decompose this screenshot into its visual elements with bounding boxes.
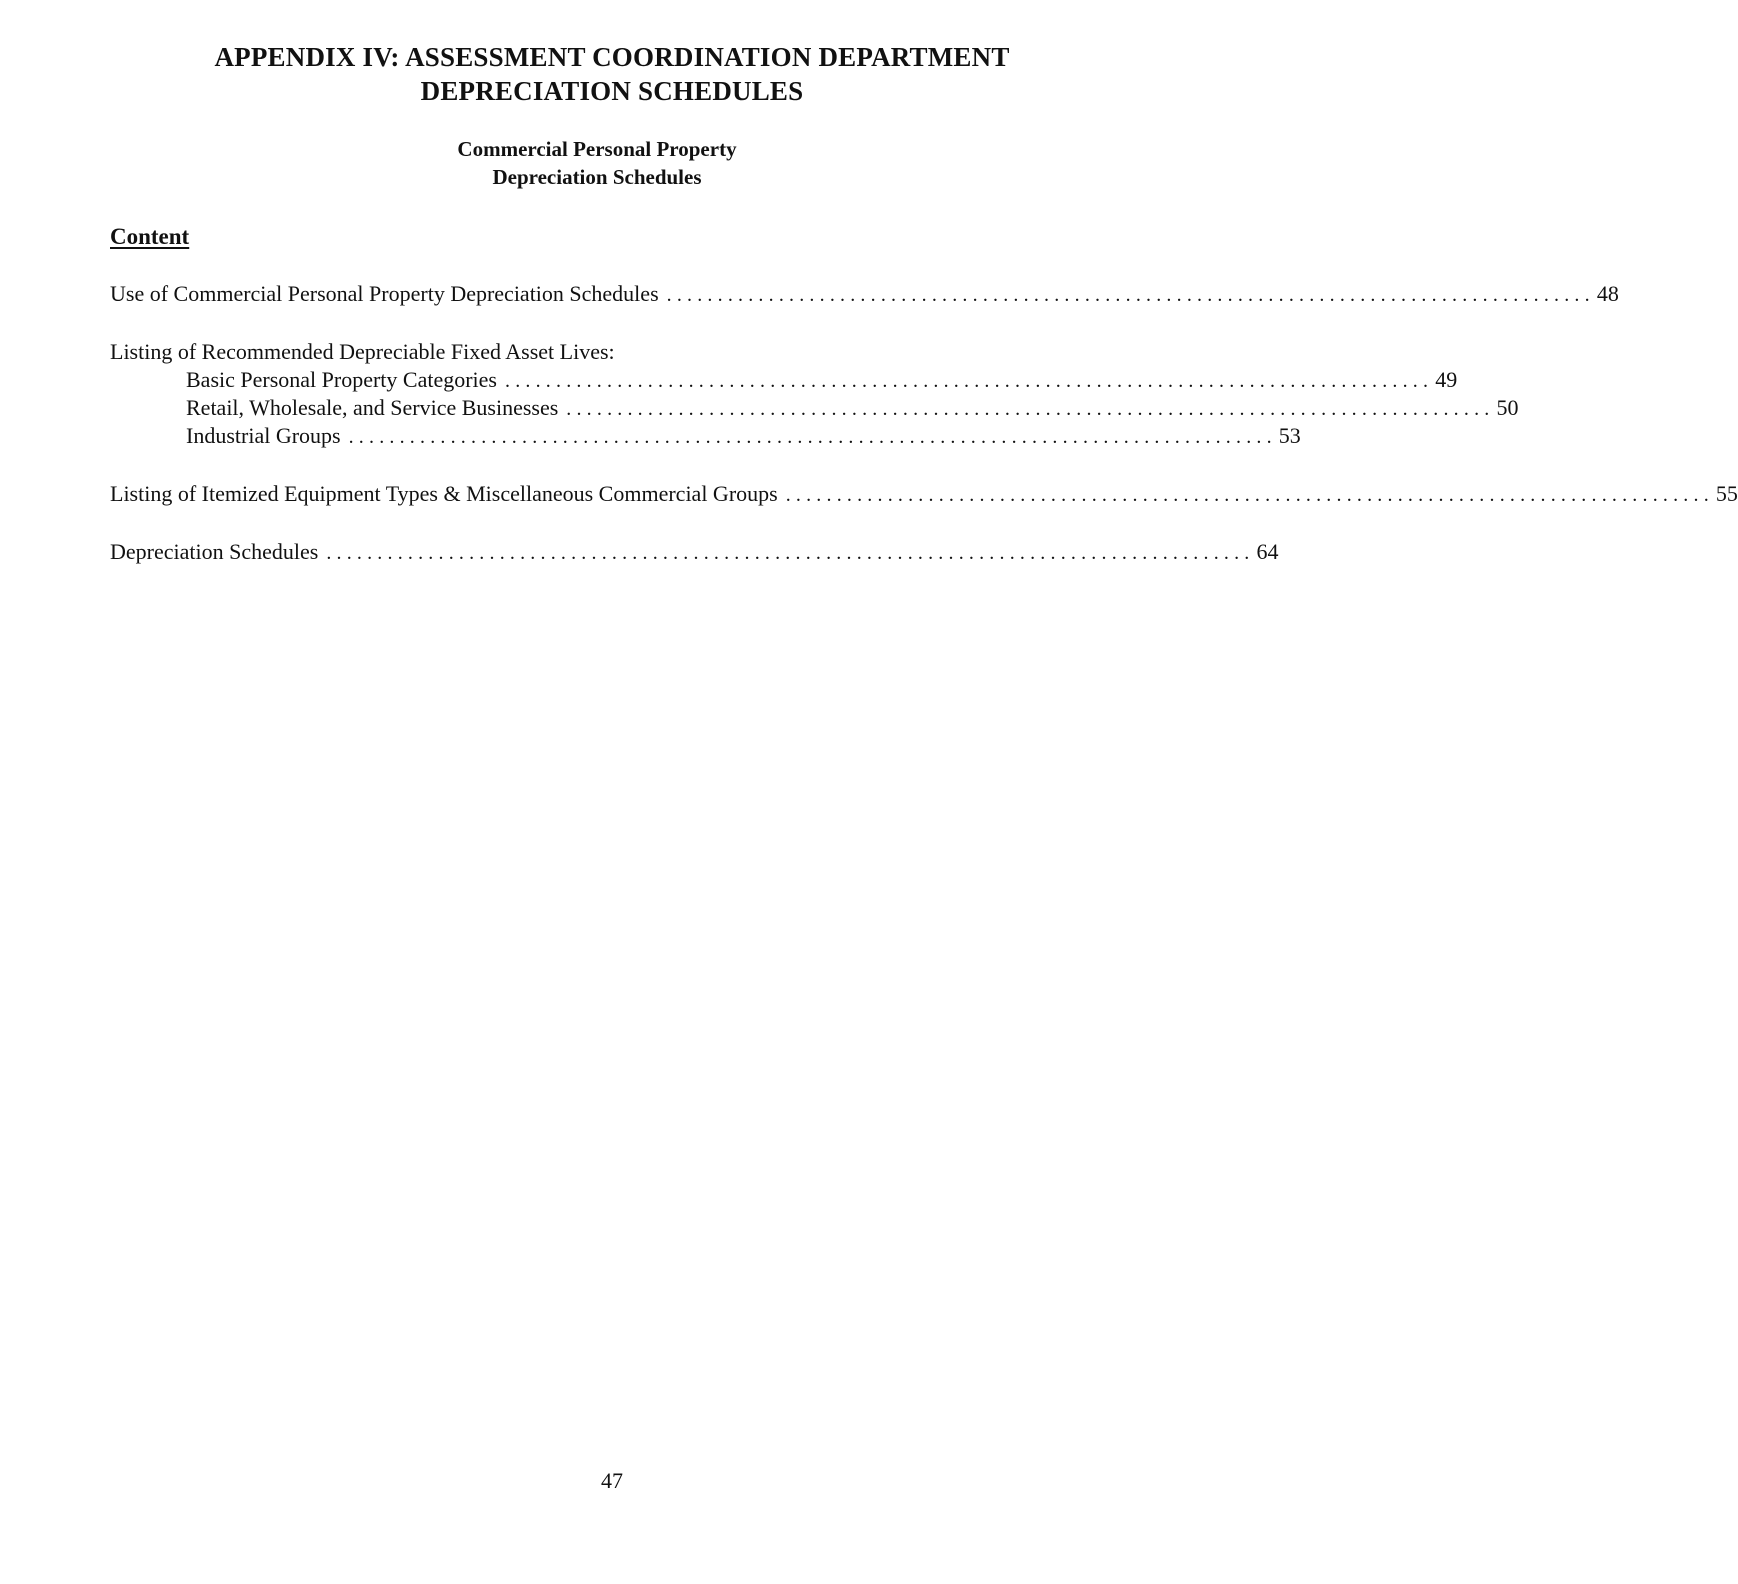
section-subtitle: Commercial Personal Property <box>457 137 737 161</box>
toc-page-number: 64 <box>1256 539 1279 564</box>
toc-subentry-basic <box>186 366 1458 395</box>
toc-group-label: Listing of Recommended Depreciable Fixed Asset Lives: <box>110 339 615 364</box>
toc-entry-use <box>110 280 1619 309</box>
toc-subentry-retail <box>186 394 1519 423</box>
page-number: 47 <box>601 1468 623 1493</box>
appendix-title-continued: DEPRECIATION SCHEDULES <box>420 76 804 106</box>
appendix-title: APPENDIX IV: ASSESSMENT COORDINATION DEPARTMENT <box>214 42 1010 72</box>
content-heading: Content <box>110 224 190 249</box>
dot-leader: ........................................................................................... <box>348 426 1277 448</box>
toc-entry-label: Depreciation Schedules <box>110 539 319 564</box>
toc-entry-label: Listing of Itemized Equipment Types & Miscellaneous Commercial Groups <box>110 481 778 506</box>
toc-entry-itemized <box>110 480 1738 509</box>
section-subtitle-continued: Depreciation Schedules <box>492 165 702 189</box>
toc-entry-label: Use of Commercial Personal Property Depreciation Schedules <box>110 281 659 306</box>
toc-entry-label: Basic Personal Property Categories <box>186 367 497 392</box>
toc-subentry-industrial <box>186 422 1301 451</box>
dot-leader: ........................................................................................... <box>505 370 1434 392</box>
toc-page-number: 53 <box>1278 423 1301 448</box>
toc-page-number: 50 <box>1496 395 1519 420</box>
dot-leader: ........................................................................................... <box>666 284 1595 306</box>
toc-page-number: 48 <box>1596 281 1619 306</box>
dot-leader: ........................................................................................... <box>785 484 1714 506</box>
toc-entry-label: Industrial Groups <box>186 423 341 448</box>
dot-leader: ........................................................................................... <box>566 398 1495 420</box>
toc-page-number: 49 <box>1435 367 1458 392</box>
toc-entry-label: Retail, Wholesale, and Service Businesses <box>186 395 559 420</box>
toc-entry-schedules <box>110 538 1279 567</box>
toc-page-number: 55 <box>1715 481 1738 506</box>
dot-leader: ........................................................................................... <box>326 542 1255 564</box>
